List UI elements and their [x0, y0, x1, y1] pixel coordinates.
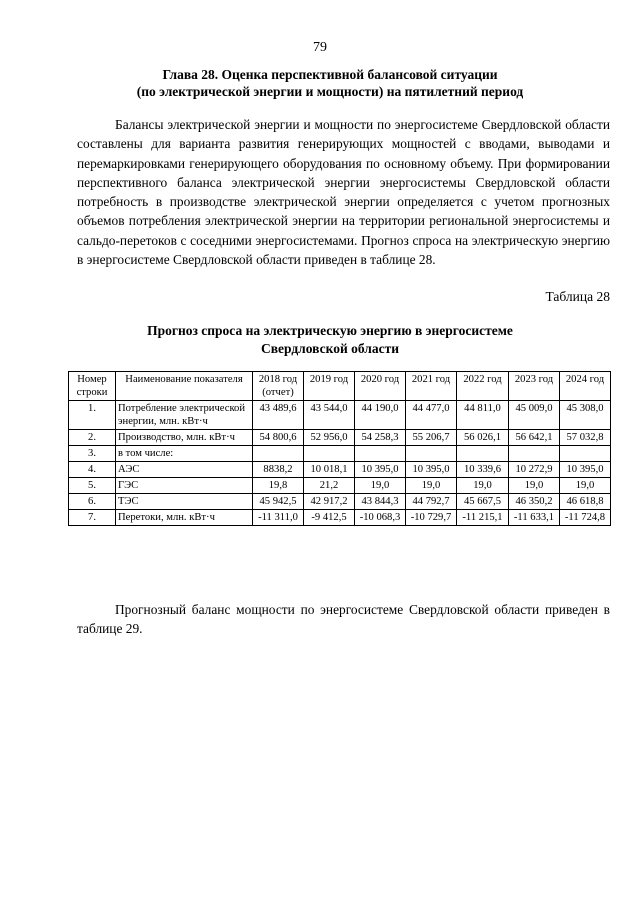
- value-cell: -9 412,5: [304, 510, 355, 526]
- value-cell: [560, 446, 611, 462]
- value-cell: 10 272,9: [509, 462, 560, 478]
- value-cell: 10 395,0: [406, 462, 457, 478]
- header-year-2024: 2024 год: [560, 372, 611, 401]
- header-indicator-name: Наименование показателя: [116, 372, 253, 401]
- value-cell: 43 544,0: [304, 401, 355, 430]
- table-title-line-1: Прогноз спроса на электрическую энергию в энергосистеме: [147, 323, 513, 338]
- header-year-2019: 2019 год: [304, 372, 355, 401]
- row-number: 7.: [69, 510, 116, 526]
- value-cell: 44 190,0: [355, 401, 406, 430]
- row-name: ГЭС: [116, 478, 253, 494]
- table-row: [69, 462, 611, 478]
- header-year-2021: 2021 год: [406, 372, 457, 401]
- intro-paragraph: Балансы электрической энергии и мощности по энергосистеме Свердловской области составлены для варианта развития генерирующих мощностей с вводами, выводами и перемаркировками генерирующего оборудования по основному объему. При формировании перспективного баланса электрической энергии энергосистемы Свердловской области потребность в производстве электрической энергии определяется с учетом прогнозных объемов потребления электрической энергии на территории региональной энергосистемы и сальдо-перетоков с соседними энергосистемами. Прогноз спроса на электрическую энергию в энергосистеме Свердловской области приведен в таблице 28.: [77, 117, 610, 268]
- value-cell: 54 258,3: [355, 430, 406, 446]
- row-name: Производство, млн. кВт·ч: [116, 430, 253, 446]
- value-cell: 46 350,2: [509, 494, 560, 510]
- value-cell: [406, 446, 457, 462]
- header-year-2018: 2018 год (отчет): [253, 372, 304, 401]
- row-name: АЭС: [116, 462, 253, 478]
- value-cell: 19,0: [355, 478, 406, 494]
- value-cell: 45 942,5: [253, 494, 304, 510]
- value-cell: [457, 446, 509, 462]
- value-cell: 10 339,6: [457, 462, 509, 478]
- value-cell: 45 009,0: [509, 401, 560, 430]
- value-cell: 56 026,1: [457, 430, 509, 446]
- value-cell: 10 018,1: [304, 462, 355, 478]
- value-cell: 10 395,0: [560, 462, 611, 478]
- value-cell: 21,2: [304, 478, 355, 494]
- row-number: 4.: [69, 462, 116, 478]
- chapter-title: [60, 66, 600, 100]
- value-cell: 43 489,6: [253, 401, 304, 430]
- value-cell: -11 311,0: [253, 510, 304, 526]
- value-cell: 19,8: [253, 478, 304, 494]
- value-cell: 57 032,8: [560, 430, 611, 446]
- row-number: 6.: [69, 494, 116, 510]
- value-cell: 8838,2: [253, 462, 304, 478]
- row-name: в том числе:: [116, 446, 253, 462]
- value-cell: 44 811,0: [457, 401, 509, 430]
- row-name: Потребление электрической энергии, млн. кВт·ч: [116, 401, 253, 430]
- value-cell: [253, 446, 304, 462]
- header-row-number: Номер строки: [69, 372, 116, 401]
- value-cell: 45 308,0: [560, 401, 611, 430]
- forecast-table: [68, 371, 611, 526]
- value-cell: 42 917,2: [304, 494, 355, 510]
- value-cell: 52 956,0: [304, 430, 355, 446]
- value-cell: -10 729,7: [406, 510, 457, 526]
- value-cell: [355, 446, 406, 462]
- table-row: [69, 446, 611, 462]
- value-cell: 19,0: [457, 478, 509, 494]
- value-cell: [304, 446, 355, 462]
- value-cell: 43 844,3: [355, 494, 406, 510]
- row-name: Перетоки, млн. кВт·ч: [116, 510, 253, 526]
- header-year-2023: 2023 год: [509, 372, 560, 401]
- value-cell: -10 068,3: [355, 510, 406, 526]
- table-row: [69, 494, 611, 510]
- page-number: 79: [313, 40, 327, 55]
- value-cell: 19,0: [560, 478, 611, 494]
- value-cell: 45 667,5: [457, 494, 509, 510]
- chapter-title-line-2: (по электрической энергии и мощности) на пятилетний период: [136, 84, 524, 99]
- table-title: [60, 322, 600, 357]
- row-number: 3.: [69, 446, 116, 462]
- value-cell: 55 206,7: [406, 430, 457, 446]
- value-cell: 10 395,0: [355, 462, 406, 478]
- row-name: ТЭС: [116, 494, 253, 510]
- value-cell: 44 477,0: [406, 401, 457, 430]
- table-row: [69, 478, 611, 494]
- table-row: [69, 430, 611, 446]
- table-row: [69, 401, 611, 430]
- value-cell: -11 633,1: [509, 510, 560, 526]
- outro-paragraph: Прогнозный баланс мощности по энергосистеме Свердловской области приведен в таблице 29.: [77, 602, 610, 637]
- table-row: [69, 510, 611, 526]
- row-number: 1.: [69, 401, 116, 430]
- value-cell: 56 642,1: [509, 430, 560, 446]
- value-cell: 54 800,6: [253, 430, 304, 446]
- value-cell: -11 724,8: [560, 510, 611, 526]
- table-title-line-2: Свердловской области: [260, 340, 400, 356]
- chapter-title-line-1: Глава 28. Оценка перспективной балансовой ситуации: [162, 67, 498, 82]
- value-cell: -11 215,1: [457, 510, 509, 526]
- header-year-2022: 2022 год: [457, 372, 509, 401]
- table-header-row: [69, 372, 611, 401]
- value-cell: 46 618,8: [560, 494, 611, 510]
- value-cell: 44 792,7: [406, 494, 457, 510]
- value-cell: [509, 446, 560, 462]
- value-cell: 19,0: [406, 478, 457, 494]
- row-number: 5.: [69, 478, 116, 494]
- value-cell: 19,0: [509, 478, 560, 494]
- table-label: Таблица 28: [545, 289, 610, 304]
- row-number: 2.: [69, 430, 116, 446]
- header-year-2020: 2020 год: [355, 372, 406, 401]
